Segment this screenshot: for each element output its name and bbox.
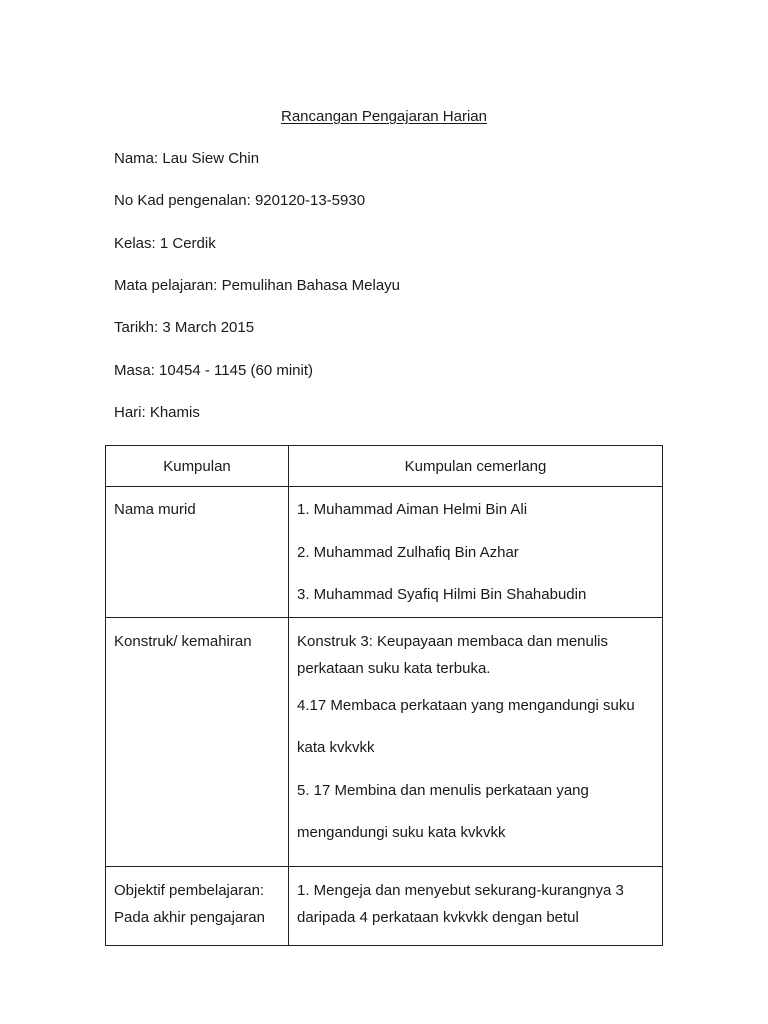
student-name: 2. Muhammad Zulhafiq Bin Azhar (297, 543, 519, 561)
header-kumpulan: Kumpulan (106, 446, 289, 487)
row-label-text: Objektif pembelajaran: (114, 881, 265, 899)
student-name: 1. Muhammad Aiman Helmi Bin Ali (297, 501, 528, 518)
info-nama: Nama: Lau Siew Chin (114, 150, 260, 167)
student-name: 3. Muhammad Syafiq Hilmi Bin Shahabudin (297, 586, 587, 603)
row-content-konstruk (289, 617, 663, 866)
row-label-text: Nama murid (114, 501, 196, 518)
info-hari: Hari: Khamis (114, 404, 200, 421)
kemahiran-line: mengandungi suku kata kvkvkk (297, 824, 506, 841)
header-kumpulan-cemerlang: Kumpulan cemerlang (289, 446, 663, 487)
table-row-nama-murid (106, 487, 663, 618)
kemahiran-line: 4.17 Membaca perkataan yang mengandungi suku (297, 696, 635, 714)
objektif-line: daripada 4 perkataan kvkvkk dengan betul (297, 908, 579, 926)
table-row-konstruk (106, 617, 663, 866)
document-title-text: Rancangan Pengajaran Harian (281, 108, 487, 125)
table-header-row (106, 446, 663, 487)
kemahiran-line: 5. 17 Membina dan menulis perkataan yang (297, 781, 589, 799)
info-no-kad: No Kad pengenalan: 920120-13-5930 (114, 192, 366, 209)
row-label-objektif (106, 866, 289, 945)
document-title (0, 106, 768, 128)
info-masa: Masa: 10454 - 1145 (60 minit) (114, 362, 313, 379)
row-label-nama-murid (106, 487, 289, 618)
row-content-nama-murid (289, 487, 663, 618)
konstruk-line: Konstruk 3: Keupayaan membaca dan menulis (297, 632, 609, 650)
lesson-plan-table (105, 445, 663, 946)
info-mata-pelajaran: Mata pelajaran: Pemulihan Bahasa Melayu (114, 277, 401, 294)
info-kelas: Kelas: 1 Cerdik (114, 235, 216, 252)
konstruk-line: perkataan suku kata terbuka. (297, 659, 491, 677)
row-content-objektif (289, 866, 663, 945)
kemahiran-line: kata kvkvkk (297, 739, 375, 756)
objektif-line: 1. Mengeja dan menyebut sekurang-kurangnya 3 (297, 881, 624, 899)
info-tarikh: Tarikh: 3 March 2015 (114, 319, 255, 336)
row-label-text: Konstruk/ kemahiran (114, 632, 252, 650)
row-label-konstruk (106, 617, 289, 866)
row-label-text: Pada akhir pengajaran (114, 908, 265, 926)
table-row-objektif (106, 866, 663, 945)
